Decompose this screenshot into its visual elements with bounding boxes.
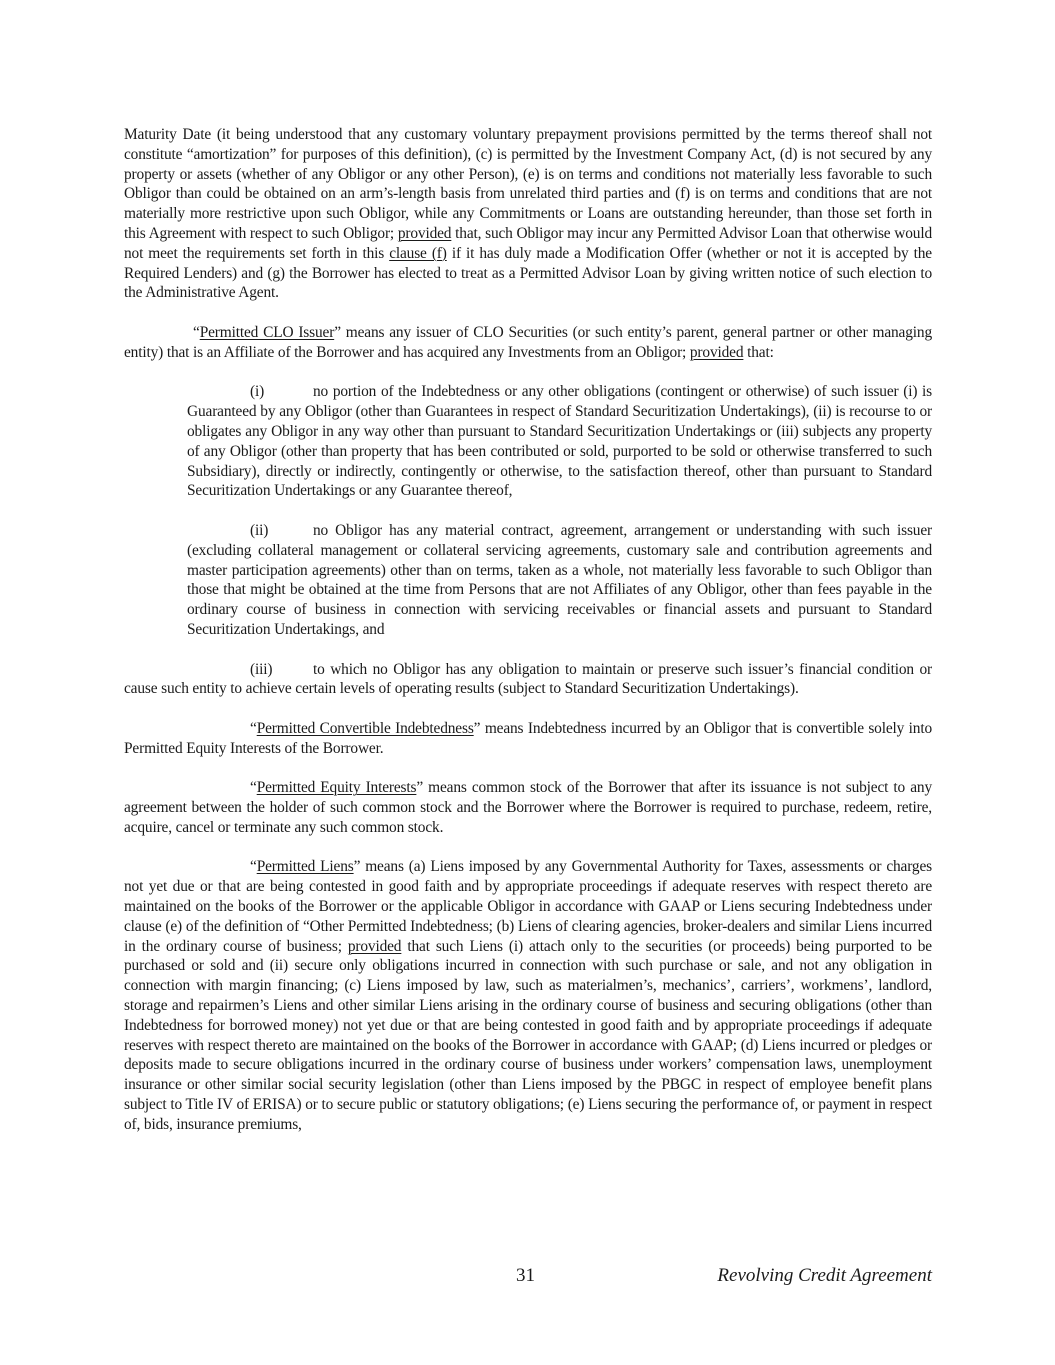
page-number: 31 <box>516 1265 535 1286</box>
item-marker: (iii) <box>250 660 273 678</box>
item-marker: (ii) <box>250 521 269 539</box>
defined-term: Permitted Convertible Indebtedness <box>256 719 474 737</box>
clo-issuer-item-iii: (iii) to which no Obligor has any obligation to maintain or preserve such issuer’s financial condition or cause such entity to achieve certain levels of operating results (subject to Standard Securitization Undertakings). <box>124 660 932 698</box>
provided-term: provided <box>689 343 744 361</box>
document-title: Revolving Credit Agreement <box>717 1265 932 1286</box>
definition-permitted-equity-interests: “Permitted Equity Interests” means common stock of the Borrower that after its issuance is not subject to any agreement between the holder of such common stock and the Borrower where the Borrower is required to purchase, redeem, retire, acquire, cancel or terminate any such common stock. <box>124 779 932 836</box>
clo-issuer-item-ii: (ii) no Obligor has any material contract, agreement, arrangement or understanding with such issuer (excluding collateral management or collateral servicing agreements, customary sale and contribution agreements and master participation agreements) other than on terms, taken as a whole, not materially less favorable to such Obligor than those that might be obtained at the time from Persons that are not Affiliates of any Obligor, other than fees payable in the ordinary course of business in connection with servicing receivables or financial assets and pursuant to Standard Securitization Undertakings, and <box>187 521 932 638</box>
definition-permitted-liens: “Permitted Liens” means (a) Liens imposed by any Governmental Authority for Taxes, assessments or charges not yet due or that are being contested in good faith and by appropriate proceedings if adequate reserves with respect thereto are maintained on the books of the Borrower or the applicable Obligor in accordance with GAAP or Liens securing Indebtedness under clause (e) of the definition of “Other Permitted Indebtedness; (b) Liens of clearing agencies, broker-dealers and similar Liens incurred in the ordinary course of business; provided that such Liens (i) attach only to the securities (or proceeds) being purported to be purchased or sold and (ii) secure only obligations incurred in connection with such purchase or sale, and not any obligation in connection with margin financing; (c) Liens imposed by law, such as materialmen’s, mechanics’, carriers’, workmens’, landlord, storage and repairmen’s Liens and other similar Liens arising in the ordinary course of business and securing obligations (other than Indebtedness for borrowed money) not yet due or that are being contested in good faith and by appropriate proceedings if adequate reserves with respect thereto are maintained on the books of the Borrower in accordance with GAAP; (d) Liens incurred or pledges or deposits made to secure obligations incurred in the ordinary course of business under workers’ compensation laws, unemployment insurance or other similar social security legislation (other than Liens imposed by the PBGC in respect of employee benefit plans subject to Title IV of ERISA) or to secure public or statutory obligations; (e) Liens securing the performance of, or payment in respect of, bids, insurance premiums, <box>124 858 932 1133</box>
provided-term: provided <box>397 224 452 242</box>
definition-permitted-clo-issuer: “Permitted CLO Issuer” means any issuer of CLO Securities (or such entity’s parent, general partner or other managing entity) that is an Affiliate of the Borrower and has acquired any Investments from an Obligor; provided that: <box>124 323 932 361</box>
clo-issuer-item-i: (i) no portion of the Indebtedness or any other obligations (contingent or otherwise) of such issuer (i) is Guaranteed by any Obligor (other than Guarantees in respect of Standard Securitization Undertakings), (ii) is recourse to or obligates any Obligor in any way other than pursuant to Standard Securitization Undertakings or (iii) subjects any property of any Obligor (other than property that has been contributed or sold, purported to be sold or otherwise transferred to such Subsidiary), directly or indirectly, contingently or otherwise, to the satisfaction thereof, other than pursuant to Standard Securitization Undertakings or any Guarantee thereof, <box>187 383 932 500</box>
provided-term: provided <box>347 937 402 955</box>
defined-term: Permitted Liens <box>256 858 354 876</box>
item-marker: (i) <box>250 383 265 401</box>
continued-paragraph: Maturity Date (it being understood that any customary voluntary prepayment provisions permitted by the terms thereof shall not constitute “amortization” for purposes of this definition), (c) is permitted by the Investment Company Act, (d) is not secured by any property or assets (whether of any Obligor or any other Person), (e) is on terms and conditions not materially less favorable to such Obligor than could be obtained on an arm’s-length basis from unrelated third parties and (f) is on terms and conditions that are not materially more restrictive upon such Obligor, while any Commitments or Loans are outstanding hereunder, than those set forth in this Agreement with respect to such Obligor; provided that, such Obligor may incur any Permitted Advisor Loan that otherwise would not meet the requirements set forth in this clause (f) if it has duly made a Modification Offer (whether or not it is accepted by the Required Lenders) and (g) the Borrower has elected to treat as a Permitted Advisor Loan by giving written notice of such election to the Administrative Agent. <box>124 126 932 302</box>
definition-permitted-convertible-indebtedness: “Permitted Convertible Indebtedness” means Indebtedness incurred by an Obligor that is convertible solely into Permitted Equity Interests of the Borrower. <box>124 719 933 757</box>
document-page <box>124 125 932 1154</box>
defined-term: Permitted Equity Interests <box>256 779 417 797</box>
clause-reference: clause (f) <box>389 244 447 262</box>
defined-term: Permitted CLO Issuer <box>199 323 335 341</box>
